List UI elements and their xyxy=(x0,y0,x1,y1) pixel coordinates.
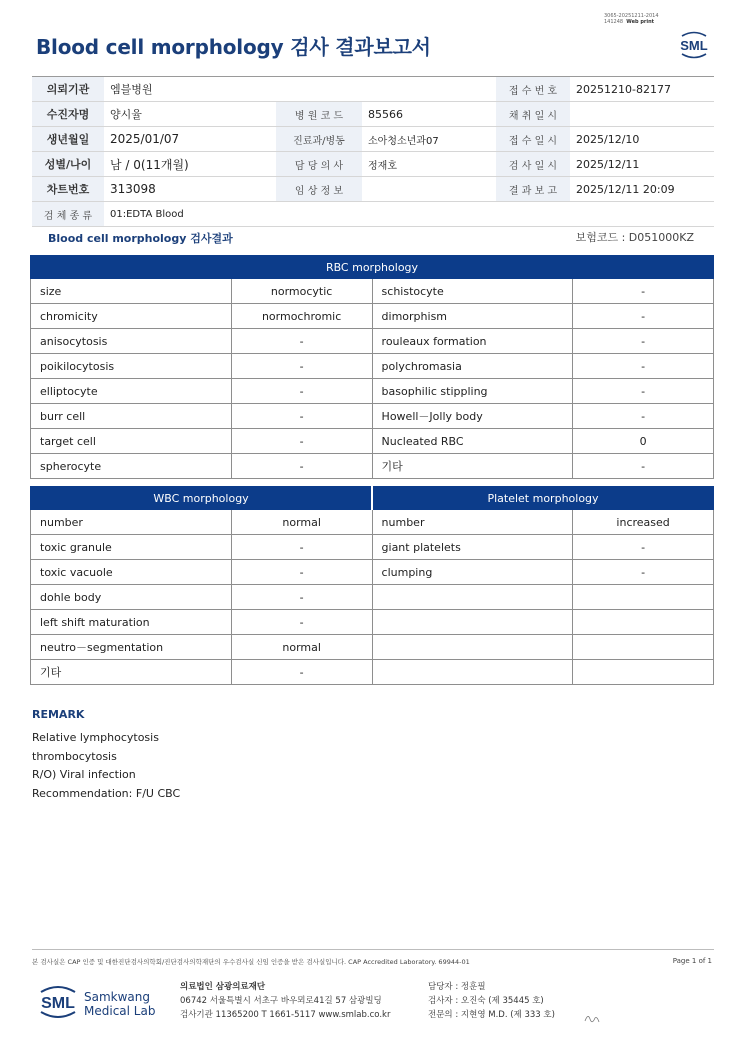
item-name: target cell xyxy=(31,429,232,454)
label-patient-name: 수진자명 xyxy=(32,102,104,127)
specimen-type: 01:EDTA Blood xyxy=(104,202,714,227)
birth-date: 2025/01/07 xyxy=(104,127,276,152)
receipt-date: 2025/12/10 xyxy=(570,127,714,152)
item-name: left shift maturation xyxy=(31,610,232,635)
item-result: normal xyxy=(231,510,372,535)
wbc-platelet-row xyxy=(31,610,714,635)
item-name: burr cell xyxy=(31,404,232,429)
footer-divider xyxy=(32,949,714,950)
sex-age: 남 / 0(11개월) xyxy=(104,152,276,177)
item-result: - xyxy=(231,354,372,379)
remark-line: R/O) Viral infection xyxy=(32,768,136,781)
accreditation-note: 본 검사실은 CAP 인증 및 대한진단검사의학회/진단검사의학재단의 우수검사실 신임 인증을 받은 검사실입니다. CAP Accredited Laboratory. 69944-01 xyxy=(32,958,470,966)
label-birth-date: 생년월일 xyxy=(32,127,104,152)
rbc-morphology-table xyxy=(30,255,714,479)
label-collection-date: 채 취 일 시 xyxy=(496,102,570,127)
item-name: 기타 xyxy=(31,660,232,685)
result-report-date: 2025/12/11 20:09 xyxy=(570,177,714,202)
report-meta xyxy=(604,13,684,25)
organization-name xyxy=(84,990,155,1018)
info-row xyxy=(32,127,714,152)
organization-details xyxy=(180,980,390,1022)
item-name: dohle body xyxy=(31,585,232,610)
receipt-number: 20251210-82177 xyxy=(570,77,714,102)
item-result xyxy=(573,610,714,635)
item-name: dimorphism xyxy=(372,304,573,329)
item-name: number xyxy=(372,510,573,535)
report-meta-id: 3065-20251211-2014 xyxy=(604,13,659,19)
item-result: normal xyxy=(231,635,372,660)
staff-block xyxy=(428,980,555,1022)
item-name: Nucleated RBC xyxy=(372,429,573,454)
item-result xyxy=(573,660,714,685)
requesting-institution: 엠블병원 xyxy=(104,77,496,102)
org-contact: 검사기관 11365200 T 1661-5117 www.smlab.co.kr xyxy=(180,1010,391,1020)
insurance-code: 보험코드 : D051000KZ xyxy=(575,231,694,244)
item-result: - xyxy=(573,379,714,404)
item-result: - xyxy=(573,535,714,560)
item-result: - xyxy=(231,535,372,560)
collection-date xyxy=(570,102,714,127)
item-name: rouleaux formation xyxy=(372,329,573,354)
item-name: size xyxy=(31,279,232,304)
info-row xyxy=(32,177,714,202)
sml-footer-logo-text: SML xyxy=(41,995,75,1012)
item-result xyxy=(573,635,714,660)
wbc-header: WBC morphology xyxy=(31,487,373,510)
item-name: polychromasia xyxy=(372,354,573,379)
item-result: - xyxy=(573,304,714,329)
rbc-row xyxy=(31,404,714,429)
item-result: - xyxy=(231,329,372,354)
remark-line: Recommendation: F/U CBC xyxy=(32,787,181,800)
item-result: - xyxy=(573,454,714,479)
remark-line: thrombocytosis xyxy=(32,750,117,763)
rbc-header: RBC morphology xyxy=(31,256,714,279)
item-name: 기타 xyxy=(372,454,573,479)
item-name: basophilic stippling xyxy=(372,379,573,404)
item-name xyxy=(372,585,573,610)
rbc-row xyxy=(31,279,714,304)
signature xyxy=(582,1010,602,1026)
hospital-code: 85566 xyxy=(362,102,496,127)
item-result: - xyxy=(231,379,372,404)
wbc-platelet-row xyxy=(31,535,714,560)
label-hospital-code: 병 원 코 드 xyxy=(276,102,362,127)
label-specimen-type: 검 체 종 류 xyxy=(32,202,104,227)
report-meta-code: 141248 Web print xyxy=(604,19,655,25)
item-name: elliptocyte xyxy=(31,379,232,404)
sml-footer-logo xyxy=(36,980,80,1024)
wbc-platelet-table xyxy=(30,486,714,685)
label-test-date: 검 사 일 시 xyxy=(496,152,570,177)
item-result: - xyxy=(231,610,372,635)
item-name: anisocytosis xyxy=(31,329,232,354)
org-korean-name: 의료법인 삼광의료재단 xyxy=(180,982,266,992)
staff-tester: 검사자 : 오진숙 (제 35445 호) xyxy=(428,996,544,1006)
rbc-row xyxy=(31,429,714,454)
info-row xyxy=(32,152,714,177)
patient-info-table xyxy=(32,76,714,227)
section-title: Blood cell morphology 검사결과 xyxy=(48,232,233,245)
item-result: normocytic xyxy=(231,279,372,304)
wbc-platelet-row xyxy=(31,635,714,660)
org-name-line1: Samkwang xyxy=(84,990,150,1004)
report-title: Blood cell morphology 검사 결과보고서 xyxy=(36,35,431,59)
info-row xyxy=(32,77,714,102)
item-result: - xyxy=(573,279,714,304)
rbc-row xyxy=(31,329,714,354)
platelet-header: Platelet morphology xyxy=(372,487,713,510)
item-result: increased xyxy=(573,510,714,535)
label-receipt-date: 접 수 일 시 xyxy=(496,127,570,152)
org-name-line2: Medical Lab xyxy=(84,1004,156,1018)
item-name xyxy=(372,660,573,685)
item-name: poikilocytosis xyxy=(31,354,232,379)
item-result: - xyxy=(573,329,714,354)
test-date: 2025/12/11 xyxy=(570,152,714,177)
item-name: chromicity xyxy=(31,304,232,329)
info-row xyxy=(32,202,714,227)
item-name: spherocyte xyxy=(31,454,232,479)
item-result: normochromic xyxy=(231,304,372,329)
item-result: - xyxy=(231,454,372,479)
label-result-report: 결 과 보 고 xyxy=(496,177,570,202)
remark-title: REMARK xyxy=(32,708,85,721)
info-row xyxy=(32,102,714,127)
item-name: giant platelets xyxy=(372,535,573,560)
wbc-platelet-row xyxy=(31,660,714,685)
item-name: number xyxy=(31,510,232,535)
department: 소아청소년과07 xyxy=(362,127,496,152)
item-result: - xyxy=(231,585,372,610)
item-result: - xyxy=(231,429,372,454)
item-name: Howell－Jolly body xyxy=(372,404,573,429)
wbc-platelet-row xyxy=(31,560,714,585)
item-name: toxic granule xyxy=(31,535,232,560)
item-result: - xyxy=(573,354,714,379)
label-receipt-number: 접 수 번 호 xyxy=(496,77,570,102)
label-sex-age: 성별/나이 xyxy=(32,152,104,177)
page-number: Page 1 of 1 xyxy=(672,957,712,965)
item-result: - xyxy=(573,404,714,429)
wbc-platelet-row xyxy=(31,585,714,610)
item-name: clumping xyxy=(372,560,573,585)
rbc-row xyxy=(31,354,714,379)
sml-logo xyxy=(676,27,712,63)
sml-logo-text: SML xyxy=(680,38,708,53)
label-requesting-institution: 의뢰기관 xyxy=(32,77,104,102)
item-name: neutro－segmentation xyxy=(31,635,232,660)
item-name: schistocyte xyxy=(372,279,573,304)
chart-number: 313098 xyxy=(104,177,276,202)
label-clinical-info: 임 상 정 보 xyxy=(276,177,362,202)
staff-person-in-charge: 담당자 : 정훈필 xyxy=(428,982,486,992)
rbc-row xyxy=(31,304,714,329)
label-doctor: 담 당 의 사 xyxy=(276,152,362,177)
item-result: - xyxy=(573,560,714,585)
item-result xyxy=(573,585,714,610)
item-result: - xyxy=(231,404,372,429)
item-result: 0 xyxy=(573,429,714,454)
wbc-platelet-row xyxy=(31,510,714,535)
rbc-row xyxy=(31,454,714,479)
item-result: - xyxy=(231,560,372,585)
org-address: 06742 서울특별시 서초구 바우뫼로41길 57 삼광빌딩 xyxy=(180,996,382,1006)
patient-name: 양시율 xyxy=(104,102,276,127)
label-chart-number: 차트번호 xyxy=(32,177,104,202)
clinical-info xyxy=(362,177,496,202)
remark-line: Relative lymphocytosis xyxy=(32,731,159,744)
doctor: 정재호 xyxy=(362,152,496,177)
item-name xyxy=(372,610,573,635)
staff-specialist: 전문의 : 지현영 M.D. (제 333 호) xyxy=(428,1010,555,1020)
item-name: toxic vacuole xyxy=(31,560,232,585)
label-department: 진료과/병동 xyxy=(276,127,362,152)
item-result: - xyxy=(231,660,372,685)
item-name xyxy=(372,635,573,660)
rbc-row xyxy=(31,379,714,404)
